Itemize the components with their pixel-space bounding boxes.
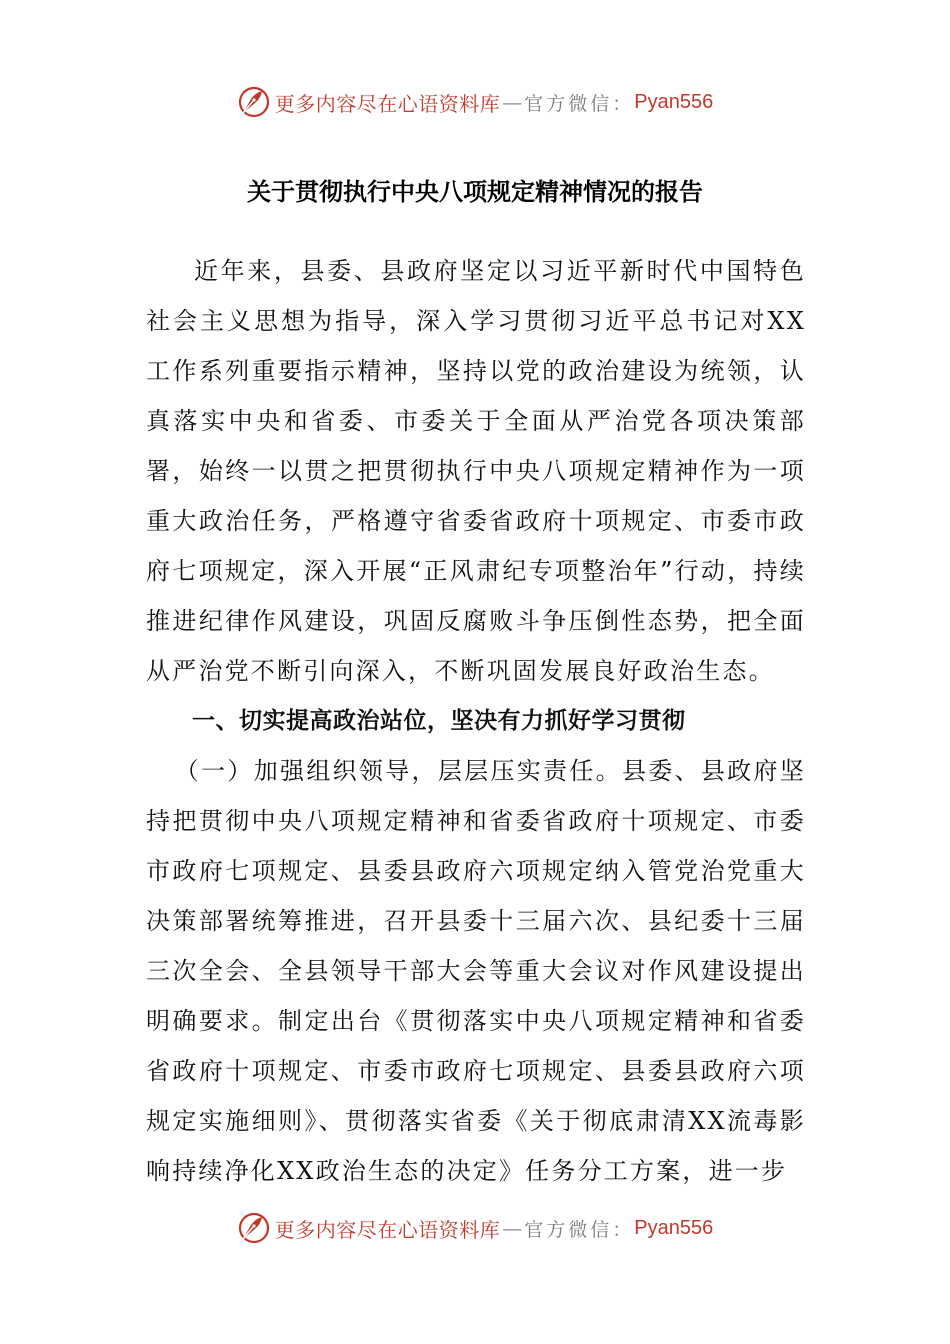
header-site-text: 更多内容尽在心语资料库: [274, 91, 501, 116]
document-body: [146, 246, 806, 1196]
pen-nib-logo-icon: [237, 1211, 271, 1245]
footer-official-label: 官方微信：: [524, 1218, 635, 1241]
header-wechat-id: Pyan556: [634, 90, 714, 113]
subsection-1-lead: （一）加强组织领导，层层压实责任。: [174, 757, 622, 785]
intro-paragraph: 近年来，县委、县政府坚定以习近平新时代中国特色社会主义思想为指导，深入学习贯彻习近平总书记对XX工作系列重要指示精神，坚持以党的政治建设为统领，认真落实中央和省委、市委关于全面从严治党各项决策部署，始终一以贯之把贯彻执行中央八项规定精神作为一项重大政治任务，严格遵守省委省政府十项规定、市委市政府七项规定，深入开展“正风肃纪专项整治年”行动，持续推进纪律作风建设，巩固反腐败斗争压倒性态势，把全面从严治党不断引向深入，不断巩固发展良好政治生态。: [146, 257, 806, 685]
header-official-label: 官方微信：: [524, 92, 635, 115]
document-title: 关于贯彻执行中央八项规定精神情况的报告: [247, 178, 703, 206]
header-banner: [0, 82, 950, 122]
pen-nib-logo-icon: [237, 85, 271, 119]
footer-separator: —: [502, 1216, 523, 1240]
footer-banner: [0, 1208, 950, 1248]
subsection-1-paragraph: [146, 746, 806, 1196]
header-separator: —: [502, 90, 523, 114]
footer-site-text: 更多内容尽在心语资料库: [274, 1217, 501, 1242]
subsection-1-text: 县委、县政府坚持把贯彻中央八项规定精神和省委省政府十项规定、市委市政府七项规定、县委县政府六项规定纳入管党治党重大决策部署统筹推进，召开县委十三届六次、县纪委十三届三次全会、全县领导干部大会等重大会议对作风建设提出明确要求。制定出台《贯彻落实中央八项规定精神和省委省政府十项规定、市委市政府七项规定、县委县政府六项规定实施细则》、贯彻落实省委《关于彻底肃清XX流毒影响持续净化XX政治生态的决定》任务分工方案，进一步: [146, 757, 806, 1185]
footer-wechat-id: Pyan556: [634, 1216, 714, 1239]
section-1-heading: 一、切实提高政治站位，坚决有力抓好学习贯彻: [192, 708, 686, 734]
